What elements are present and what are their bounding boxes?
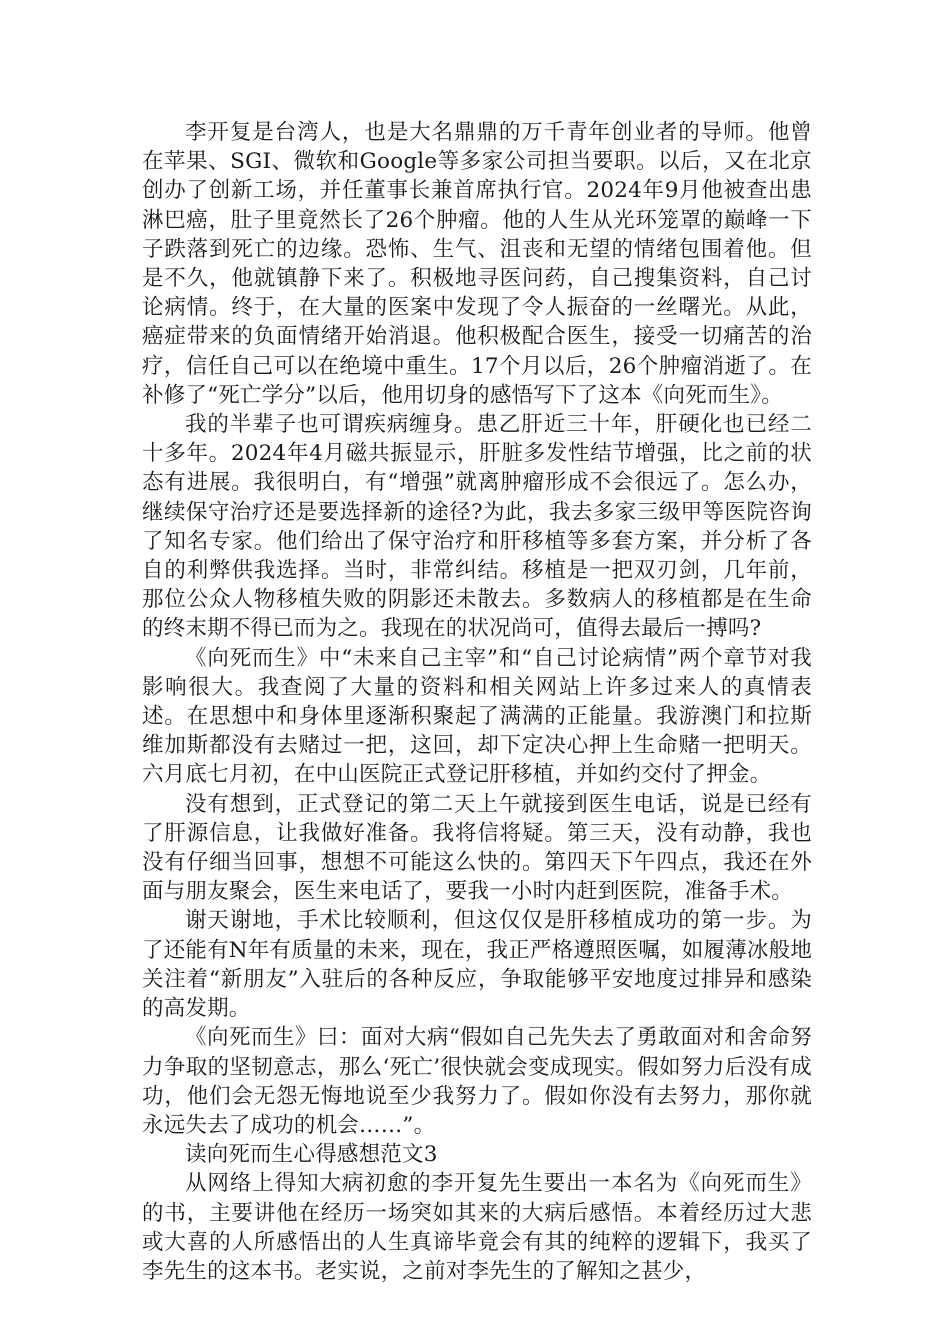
section-heading: 读向死而生心得感想范文3 — [185, 1142, 438, 1168]
paragraph-7: 从网络上得知大病初愈的李开复先生要出一本名为《向死而生》的书，主要讲他在经历一场突如其来的大病后感悟。本着经历过大悲或大喜的人所感悟出的人生真谛毕竟会有其的纯粹的逻辑下，我买了李先生的这本书。老实说，之前对李先生的了解知之甚少， — [142, 1171, 812, 1284]
paragraph-5: 谢天谢地，手术比较顺利，但这仅仅是肝移植成功的第一步。为了还能有N年有质量的未来，现在，我正严格遵照医嘱，如履薄冰般地关注着“新朋友”入驻后的各种反应，争取能够平安地度过排异和感染的高发期。 — [142, 908, 813, 1022]
paragraph-2: 我的半辈子也可谓疾病缠身。患乙肝近三十年，肝硬化也已经二十多年。2024年4月磁共振显示，肝脏多发性结节增强，比之前的状态有进展。我很明白，有“增强”就离肿瘤形成不会很远了。怎么办，继续保守治疗还是要选择新的途径?为此，我去多家三级甲等医院咨询了知名专家。他们给出了保守治疗和肝移植等多套方案，并分析了各自的利弊供我选择。当时，非常纠结。移植是一把双刃剑，几年前，那位公众人物移植失败的阴影还未散去。多数病人的移植都是在生命的终末期不得已而为之。我现在的状况尚可，值得去最后一搏吗? — [142, 412, 812, 642]
document-page — [142, 118, 812, 1286]
paragraph-6: 《向死而生》曰：面对大病“假如自己先失去了勇敢面对和舍命努力争取的坚韧意志，那么‘死亡’很快就会变成现实。假如努力后没有成功，他们会无怨无悔地说至少我努力了。假如你没有去努力，那你就永远失去了成功的机会……”。 — [142, 1025, 812, 1138]
paragraph-4: 没有想到，正式登记的第二天上午就接到医生电话，说是已经有了肝源信息，让我做好准备。我将信将疑。第三天，没有动静，我也没有仔细当回事，想想不可能这么快的。第四天下午四点，我还在外面与朋友聚会，医生来电话了，要我一小时内赶到医院，准备手术。 — [142, 791, 812, 905]
paragraph-3: 《向死而生》中“未来自己主宰”和“自己讨论病情”两个章节对我影响很大。我查阅了大量的资料和相关网站上许多过来人的真情表述。在思想中和身体里逐渐积聚起了满满的正能量。我游澳门和拉斯维加斯都没有去赌过一把，这回，却下定决心押上生命赌一把明天。六月底七月初，在中山医院正式登记肝移植，并如约交付了押金。 — [142, 645, 812, 788]
paragraph-1: 李开复是台湾人，也是大名鼎鼎的万千青年创业者的导师。他曾在苹果、SGI、微软和Google等多家公司担当要职。以后，又在北京创办了创新工场，并任董事长兼首席执行官。2024年9月他被查出患淋巴癌，肚子里竟然长了26个肿瘤。他的人生从光环笼罩的巅峰一下子跌落到死亡的边缘。恐怖、生气、沮丧和无望的情绪包围着他。但是不久，他就镇静下来了。积极地寻医问药，自己搜集资料，自己讨论病情。终于，在大量的医案中发现了令人振奋的一丝曙光。从此，癌症带来的负面情绪开始消退。他积极配合医生，接受一切痛苦的治疗，信任自己可以在绝境中重生。17个月以后，26个肿瘤消逝了。在补修了“死亡学分”以后，他用切身的感悟写下了这本《向死而生》。 — [142, 120, 812, 408]
